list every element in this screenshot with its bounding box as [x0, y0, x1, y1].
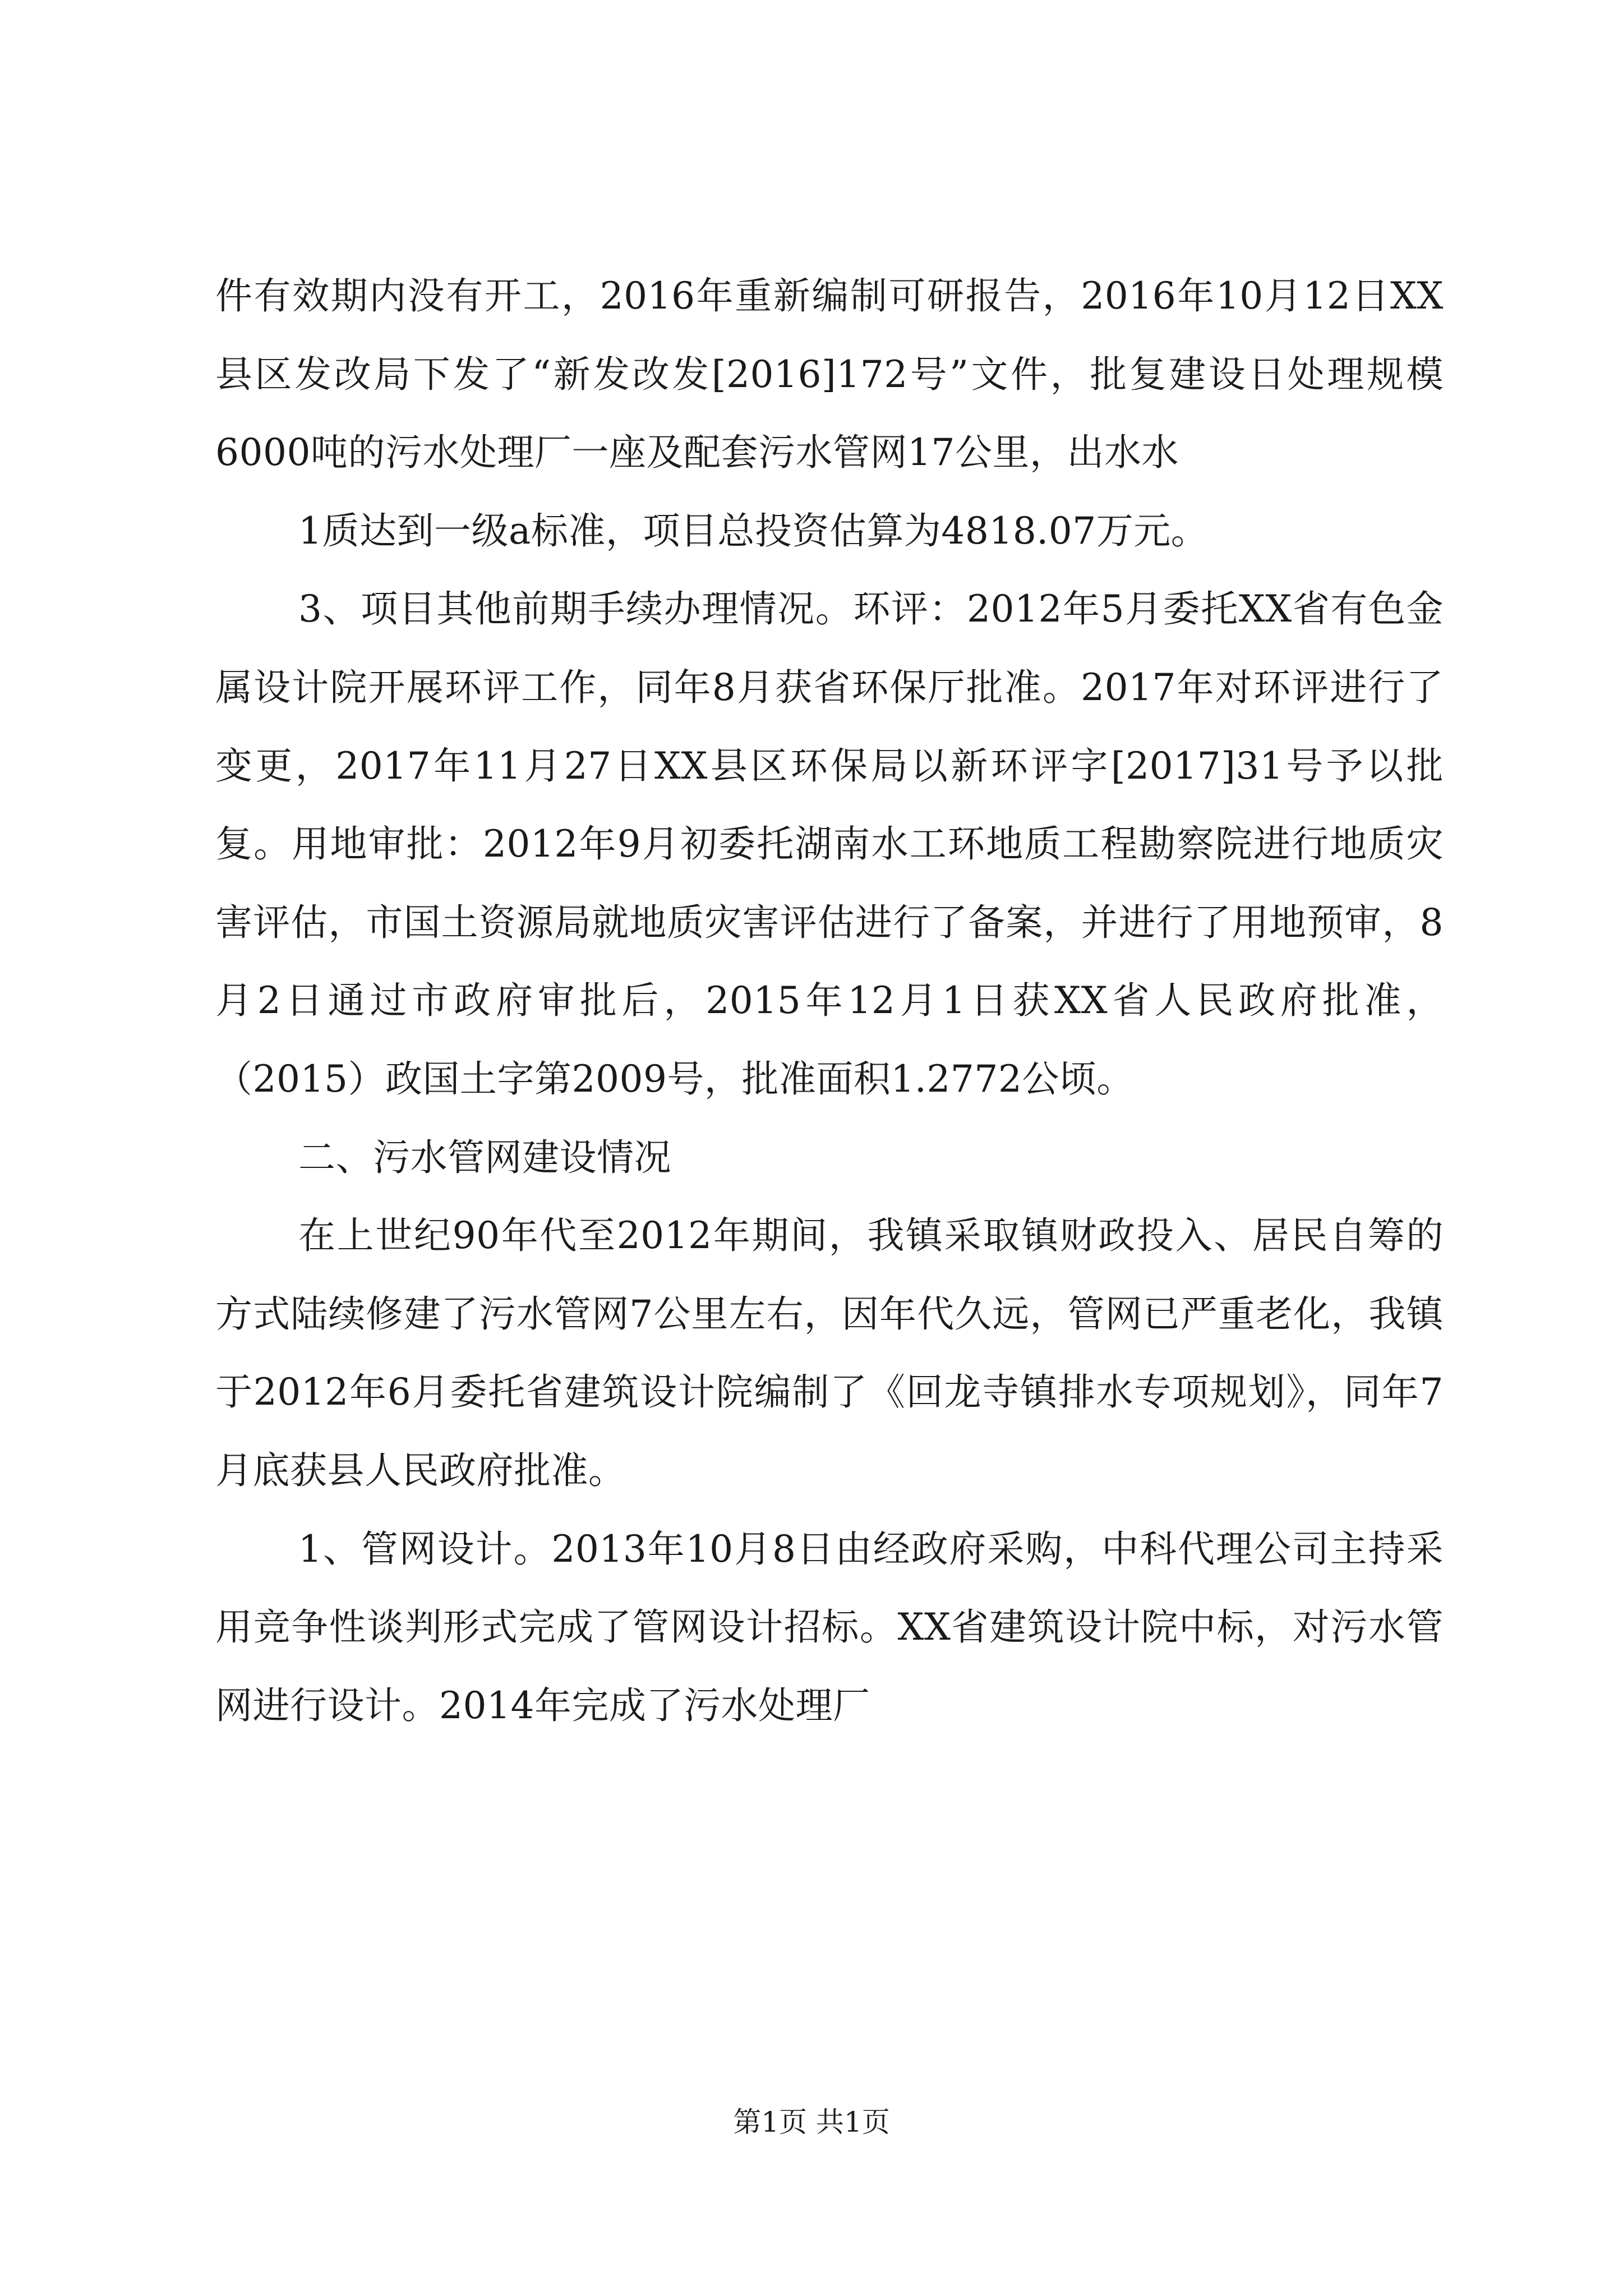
- paragraph-network-design: 1、管网设计。2013年10月8日由经政府采购，中科代理公司主持采用竞争性谈判形式完成了管网设计招标。XX省建筑设计院中标，对污水管网进行设计。2014年完成了污水处理厂: [215, 1527, 1444, 1727]
- paragraph-water-quality: 1质达到一级a标准，项目总投资估算为4818.07万元。: [298, 509, 1209, 553]
- paragraph-sewer-history: 在上世纪90年代至2012年期间，我镇采取镇财政投入、居民自筹的方式陆续修建了污水管网7公里左右，因年代久远，管网已严重老化，我镇于2012年6月委托省建筑设计院编制了《回龙寺镇排水专项规划》，同年7月底获县人民政府批准。: [215, 1214, 1444, 1492]
- paragraph-approval-continued: 件有效期内没有开工，2016年重新编制可研报告，2016年10月12日XX县区发改局下发了“新发改发[2016]172号”文件，批复建设日处理规模6000吨的污水处理厂一座及配套污水管网17公里，出水水: [215, 274, 1444, 475]
- page-footer: 第1页 共1页: [733, 2106, 890, 2138]
- document-body: [215, 257, 1444, 1745]
- section-heading-sewer-network: 二、污水管网建设情况: [298, 1135, 671, 1179]
- paragraph-preliminary-procedures: 3、项目其他前期手续办理情况。环评：2012年5月委托XX省有色金属设计院开展环评工作，同年8月获省环保厅批准。2017年对环评进行了变更，2017年11月27日XX县区环保局以新环评字[2017]31号予以批复。用地审批：2012年9月初委托湖南水工环地质工程勘察院进行地质灾害评估，市国土资源局就地质灾害评估进行了备案，并进行了用地预审，8月2日通过市政府审批后，2015年12月1日获XX省人民政府批准，（2015）政国土字第2009号，批准面积1.2772公顷。: [215, 587, 1444, 1101]
